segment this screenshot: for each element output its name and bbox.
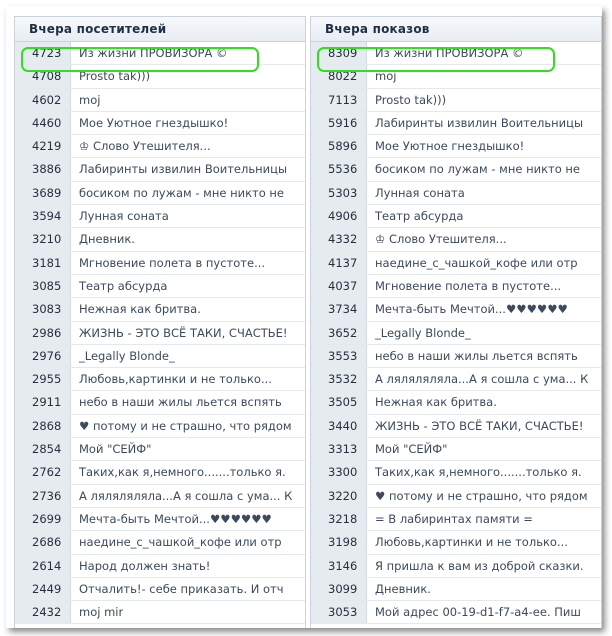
count-value: 2449 [15,578,71,600]
count-value: 5916 [311,112,367,134]
count-value: 5896 [311,135,367,157]
list-item[interactable] [311,158,601,181]
count-value: 3053 [311,601,367,623]
diary-title-link[interactable]: наедине_с_чашкой_кофе или отр [375,255,578,270]
count-value: 8022 [311,65,367,87]
diary-title-link[interactable]: Театр абсурда [375,209,464,224]
list-item[interactable] [311,298,601,321]
diary-title-link[interactable]: небо в наши жилы льется вспять [375,348,578,363]
list-item[interactable] [311,182,601,205]
diary-title-link[interactable]: moj [375,69,397,84]
count-value: 3313 [311,438,367,460]
count-value: 3181 [15,252,71,274]
count-value: 2986 [15,322,71,344]
list-item[interactable] [311,438,601,461]
count-value: 2911 [15,391,71,413]
list-item[interactable] [311,578,601,601]
diary-title-link[interactable]: Таких,как я,немного.......только я. [79,465,286,480]
diary-title-link[interactable]: Любовь,картинки и не только... [79,372,272,387]
visitors-header: Вчера посетителей [15,17,305,42]
list-item[interactable] [15,228,305,251]
list-item[interactable] [311,322,601,345]
count-value: 3652 [311,322,367,344]
diary-title-link[interactable]: Дневник. [79,232,135,247]
count-value: 4708 [15,65,71,87]
list-item[interactable] [15,322,305,345]
list-item[interactable] [15,438,305,461]
count-value: 2736 [15,485,71,507]
list-item[interactable] [311,345,601,368]
count-value: 2686 [15,531,71,553]
diary-title-link[interactable]: небо в наши жилы льется вспять [79,395,282,410]
list-item[interactable] [15,601,305,624]
count-value: 8309 [311,42,367,64]
diary-title-link[interactable]: Мгновение полета в пустоте... [375,278,562,293]
list-item[interactable] [15,182,305,205]
list-item[interactable] [15,42,305,65]
list-item[interactable] [311,391,601,414]
list-item[interactable] [311,555,601,578]
list-item[interactable] [15,275,305,298]
count-value: 3300 [311,461,367,483]
count-value: 3886 [15,158,71,180]
diary-title-link[interactable]: = В лабиринтах памяти = [375,511,533,526]
count-value: 3440 [311,415,367,437]
list-item[interactable] [311,508,601,531]
diary-title-link[interactable]: наедине_с_чашкой_кофе или отр [79,535,282,550]
diary-title-link[interactable]: Народ должен знать! [79,558,211,573]
count-value: 3198 [311,531,367,553]
list-item[interactable] [15,368,305,391]
diary-title-link[interactable]: Prosto tak))) [79,69,151,84]
diary-title-link[interactable]: Prosto tak))) [375,92,447,107]
count-value: 7113 [311,89,367,111]
diary-title-link[interactable]: Из жизни ПРОВИЗОРА © [79,46,228,60]
diary-title-link[interactable]: moj [79,92,101,107]
list-item[interactable] [311,461,601,484]
views-list [311,42,601,624]
list-item[interactable] [311,415,601,438]
list-item[interactable] [15,461,305,484]
diary-title-link[interactable]: Я пришла к вам из доброй сказки. [375,558,584,573]
diary-title-link[interactable]: Отчалить!- себе приказать. И отч [79,581,284,596]
count-value: 2432 [15,601,71,623]
diary-title-link[interactable]: moj mir [79,605,124,620]
list-item[interactable] [311,368,601,391]
list-item[interactable] [15,531,305,554]
diary-title-link[interactable]: Таких,как я,немного.......только я. [375,465,582,480]
list-item[interactable] [311,135,601,158]
list-item[interactable] [15,158,305,181]
list-item[interactable] [15,65,305,88]
count-value: 3594 [15,205,71,227]
list-item[interactable] [311,531,601,554]
diary-title-link[interactable]: А ляляляляла...А я сошла с ума... К [375,372,589,387]
diary-title-link[interactable]: _Legally Blonde_ [79,348,175,363]
count-value: 3099 [311,578,367,600]
diary-title-link[interactable]: Нежная как бритва. [79,302,201,317]
diary-title-link[interactable]: А ляляляляла...А я сошла с ума... К [79,488,293,503]
count-value: 3218 [311,508,367,530]
diary-title-link[interactable]: Лабиринты извилин Воительницы [375,115,584,130]
list-item[interactable] [15,135,305,158]
list-item[interactable] [15,391,305,414]
diary-title-link[interactable]: Мечта-быть Мечтой...♥♥♥♥♥♥ [375,302,568,317]
diary-title-link[interactable]: ♥ потому и не страшно, что рядом [79,418,292,433]
diary-title-link[interactable]: Театр абсурда [79,278,168,293]
list-item[interactable] [15,345,305,368]
list-item[interactable] [15,415,305,438]
diary-title-link[interactable]: ♔ Слово Утешителя... [375,232,507,247]
list-item[interactable] [311,228,601,251]
list-item[interactable] [15,205,305,228]
diary-title-link[interactable]: Мгновение полета в пустоте... [79,255,266,270]
list-item[interactable] [311,205,601,228]
count-value: 3220 [311,485,367,507]
diary-title-link[interactable]: босиком по лужам - мне никто не [79,185,284,200]
list-item[interactable] [311,252,601,275]
list-item[interactable] [311,42,601,65]
count-value: 4137 [311,252,367,274]
count-value: 2699 [15,508,71,530]
diary-title-link[interactable]: Любовь,картинки и не только... [375,535,568,550]
list-item[interactable] [15,508,305,531]
count-value: 4037 [311,275,367,297]
count-value: 5303 [311,182,367,204]
list-item[interactable] [311,89,601,112]
count-value: 4332 [311,228,367,250]
count-value: 4906 [311,205,367,227]
diary-title-link[interactable]: ЖИЗНЬ - ЭТО ВСЁ ТАКИ, СЧАСТЬЕ! [79,325,288,340]
count-value: 2762 [15,461,71,483]
count-value: 3689 [15,182,71,204]
list-item[interactable] [15,555,305,578]
views-header: Вчера показов [311,17,601,42]
count-value: 3210 [15,228,71,250]
count-value: 3505 [311,391,367,413]
list-item[interactable] [311,485,601,508]
list-item[interactable] [15,252,305,275]
diary-title-link[interactable]: Нежная как бритва. [375,395,497,410]
diary-title-link[interactable]: ЖИЗНЬ - ЭТО ВСЁ ТАКИ, СЧАСТЬЕ! [375,418,584,433]
count-value: 2976 [15,345,71,367]
list-item[interactable] [15,89,305,112]
views-panel [310,16,602,628]
list-item[interactable] [15,578,305,601]
visitors-list [15,42,305,624]
count-value: 3083 [15,298,71,320]
diary-title-link[interactable]: Мой "СЕЙФ" [79,442,152,457]
visitors-panel [14,16,306,628]
list-item[interactable] [15,112,305,135]
count-value: 3553 [311,345,367,367]
diary-title-link[interactable]: Лунная соната [375,185,465,200]
count-value: 3085 [15,275,71,297]
diary-title-link[interactable]: Лабиринты извилин Воительницы [79,162,288,177]
count-value: 2854 [15,438,71,460]
diary-title-link[interactable]: Из жизни ПРОВИЗОРА © [375,46,524,60]
list-item[interactable] [311,65,601,88]
count-value: 4602 [15,89,71,111]
list-item[interactable] [311,112,601,135]
list-item[interactable] [15,298,305,321]
count-value: 2614 [15,555,71,577]
diary-title-link[interactable]: ♔ Слово Утешителя... [79,139,211,154]
count-value: 3146 [311,555,367,577]
count-value: 4723 [15,42,71,64]
count-value: 5536 [311,158,367,180]
diary-title-link[interactable]: Мой "СЕЙФ" [375,442,448,457]
count-value: 3532 [311,368,367,390]
list-item[interactable] [311,601,601,624]
diary-title-link[interactable]: Дневник. [375,581,431,596]
list-item[interactable] [15,485,305,508]
diary-title-link[interactable]: Мое Уютное гнездышко! [375,139,525,154]
diary-title-link[interactable]: ♥ потому и не страшно, что рядом [375,488,588,503]
diary-title-link[interactable]: Мое Уютное гнездышко! [79,115,229,130]
count-value: 4219 [15,135,71,157]
diary-title-link[interactable]: Мой адрес 00-19-d1-f7-a4-ee. Пиш [375,605,581,620]
count-value: 4460 [15,112,71,134]
diary-title-link[interactable]: _Legally Blonde_ [375,325,471,340]
screenshot-frame [6,6,602,628]
diary-title-link[interactable]: босиком по лужам - мне никто не [375,162,580,177]
list-item[interactable] [311,275,601,298]
diary-title-link[interactable]: Мечта-быть Мечтой...♥♥♥♥♥♥ [79,511,272,526]
diary-title-link[interactable]: Лунная соната [79,209,169,224]
count-value: 2868 [15,415,71,437]
count-value: 2955 [15,368,71,390]
count-value: 3734 [311,298,367,320]
